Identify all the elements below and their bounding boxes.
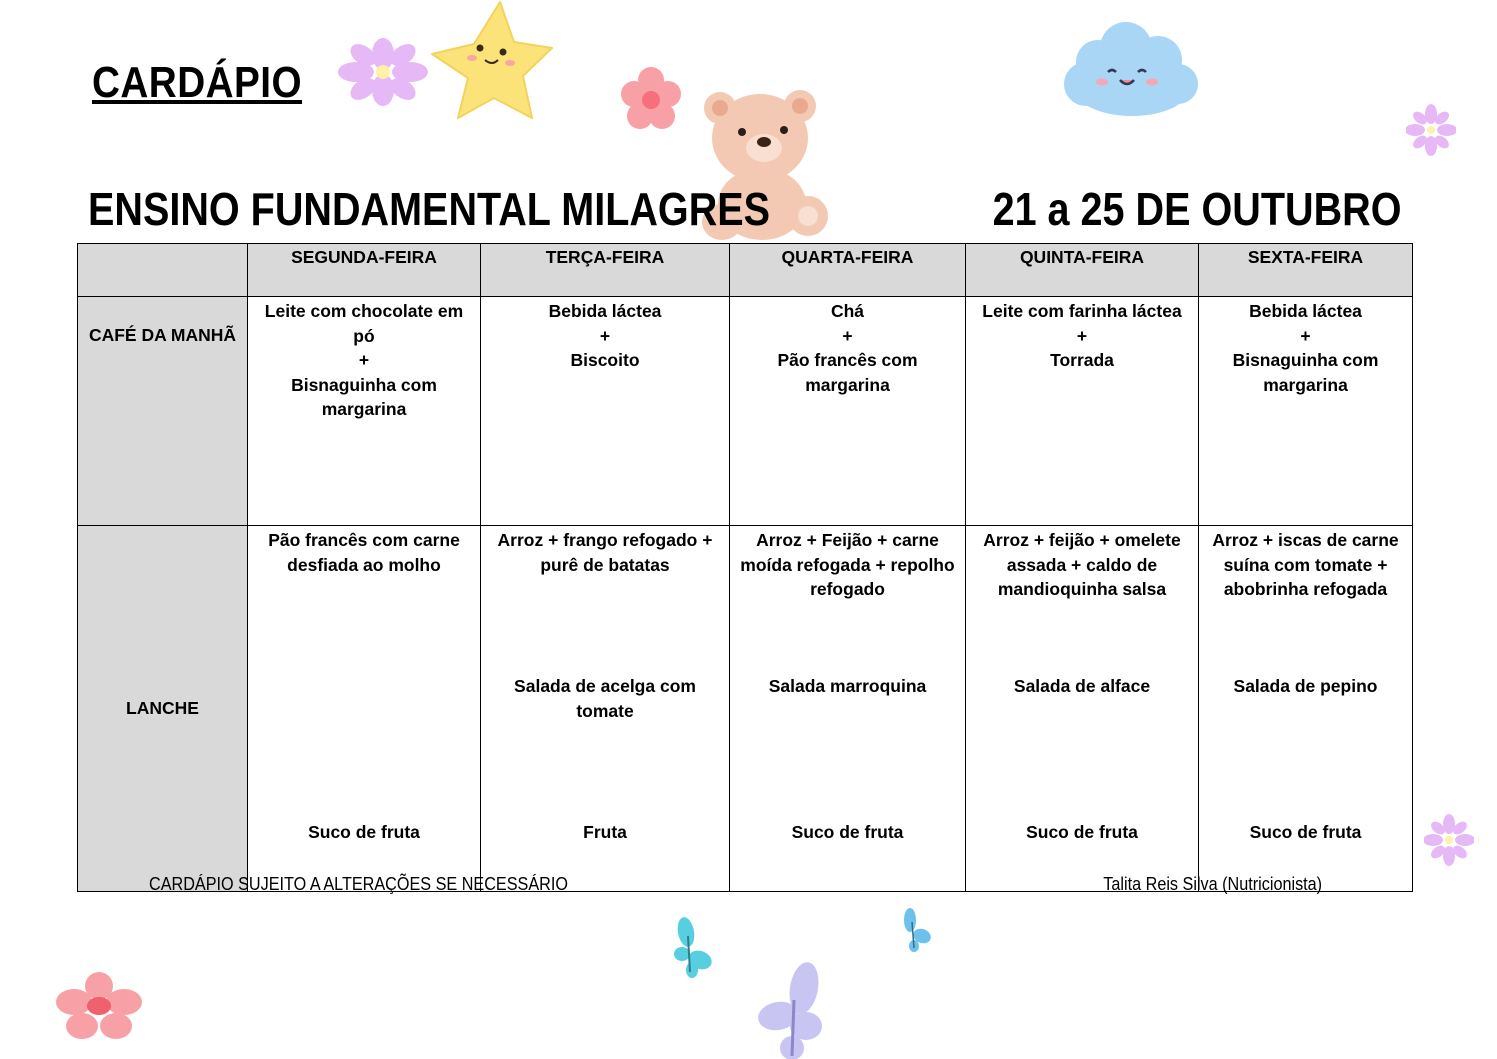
menu-line: Leite com chocolate em <box>264 301 464 321</box>
drink: Suco de fruta <box>1026 822 1138 842</box>
menu-line: margarina <box>1263 374 1348 395</box>
menu-line: + <box>1076 325 1088 346</box>
breakfast-cell <box>481 297 730 526</box>
day-header: TERÇA-FEIRA <box>481 244 730 297</box>
menu-line: desfiada ao molho <box>287 554 441 575</box>
cloud-icon <box>1062 18 1198 122</box>
small-blue-butterfly-icon <box>900 906 932 954</box>
pink-flower-icon <box>620 66 682 132</box>
breakfast-cell <box>966 297 1199 526</box>
week-dates: 21 a 25 DE OUTUBRO <box>992 183 1401 235</box>
lunch-label: LANCHE <box>78 526 248 892</box>
menu-line: Bebida láctea <box>1249 301 1362 321</box>
menu-line: Pão francês com carne <box>268 530 460 550</box>
school-name: ENSINO FUNDAMENTAL MILAGRES <box>88 183 771 235</box>
nutritionist-signature: Talita Reis Silva (Nutricionista) <box>1103 874 1322 894</box>
days-header-row <box>78 244 1413 297</box>
star-icon <box>428 0 553 122</box>
menu-line: tomate <box>576 700 634 721</box>
menu-line: + <box>599 325 611 346</box>
corner-cell <box>78 244 248 297</box>
day-header: SEGUNDA-FEIRA <box>248 244 481 297</box>
salad <box>734 674 961 699</box>
salad <box>970 674 1194 699</box>
menu-line: assada + caldo de <box>1006 554 1158 575</box>
purple-flower-icon <box>338 38 428 106</box>
main-dish <box>252 528 476 577</box>
lunch-row <box>78 526 1413 892</box>
menu-line: abobrinha refogada <box>1223 579 1388 599</box>
salad <box>485 674 725 723</box>
dessert: Fruta <box>583 822 627 842</box>
menu-line: Chá <box>830 301 865 321</box>
main-dish <box>970 528 1194 602</box>
menu-line: Salada de pepino <box>1233 676 1378 696</box>
salad <box>1203 674 1408 699</box>
lunch-cell <box>481 526 730 892</box>
breakfast-label: CAFÉ DA MANHÃ <box>78 297 248 526</box>
menu-line: purê de batatas <box>540 554 670 575</box>
drink: Suco de fruta <box>791 822 904 842</box>
menu-line: margarina <box>321 399 407 419</box>
menu-line: + <box>358 350 370 370</box>
day-header: SEXTA-FEIRA <box>1199 244 1413 297</box>
menu-line: pó <box>353 325 375 346</box>
lunch-cell <box>248 526 481 892</box>
lunch-cell <box>730 526 966 892</box>
small-purple-flower-icon <box>1406 104 1456 156</box>
menu-line: Pão francês com <box>777 350 918 370</box>
day-header: QUINTA-FEIRA <box>966 244 1199 297</box>
menu-line: Salada marroquina <box>768 676 927 696</box>
drink: Suco de fruta <box>308 822 420 842</box>
day-header: QUARTA-FEIRA <box>730 244 966 297</box>
menu-line: Arroz + frango refogado + <box>497 530 713 550</box>
menu-line: mandioquinha salsa <box>997 579 1167 599</box>
menu-line: moída refogada + repolho <box>740 554 955 575</box>
disclaimer-note: CARDÁPIO SUJEITO A ALTERAÇÕES SE NECESSÁRIO <box>149 874 568 894</box>
menu-line: Leite com farinha láctea <box>982 301 1182 321</box>
breakfast-cell <box>730 297 966 526</box>
menu-line: Bebida láctea <box>548 301 662 321</box>
menu-line: refogado <box>810 579 885 599</box>
menu-line: Bisnaguinha com <box>1232 350 1379 370</box>
menu-table <box>77 243 1413 892</box>
side-purple-flower-icon <box>1424 814 1474 866</box>
breakfast-row <box>78 297 1413 526</box>
bottom-pink-flower-icon <box>56 972 142 1040</box>
breakfast-cell <box>248 297 481 526</box>
drink: Suco de fruta <box>1249 822 1362 842</box>
teal-butterfly-icon <box>672 916 714 980</box>
menu-line: + <box>842 325 853 346</box>
menu-line: Biscoito <box>570 350 640 370</box>
main-dish <box>1203 528 1408 602</box>
menu-line: Arroz + Feijão + carne <box>756 530 939 550</box>
menu-line: + <box>1300 325 1311 346</box>
menu-line: Salada de alface <box>1013 676 1151 696</box>
lunch-cell <box>1199 526 1413 892</box>
lunch-cell <box>966 526 1199 892</box>
menu-line: Bisnaguinha com <box>291 374 437 395</box>
main-dish <box>485 528 725 577</box>
main-dish <box>734 528 961 602</box>
menu-line: Arroz + iscas de carne <box>1212 530 1399 550</box>
menu-line: Arroz + feijão + omelete <box>983 530 1181 550</box>
breakfast-cell <box>1199 297 1413 526</box>
menu-line: Salada de acelga com <box>514 676 696 696</box>
lilac-butterfly-icon <box>756 960 826 1059</box>
menu-line: suína com tomate + <box>1223 554 1388 575</box>
menu-title: CARDÁPIO <box>92 58 303 107</box>
menu-line: margarina <box>805 374 890 395</box>
menu-line: Torrada <box>1050 350 1114 370</box>
